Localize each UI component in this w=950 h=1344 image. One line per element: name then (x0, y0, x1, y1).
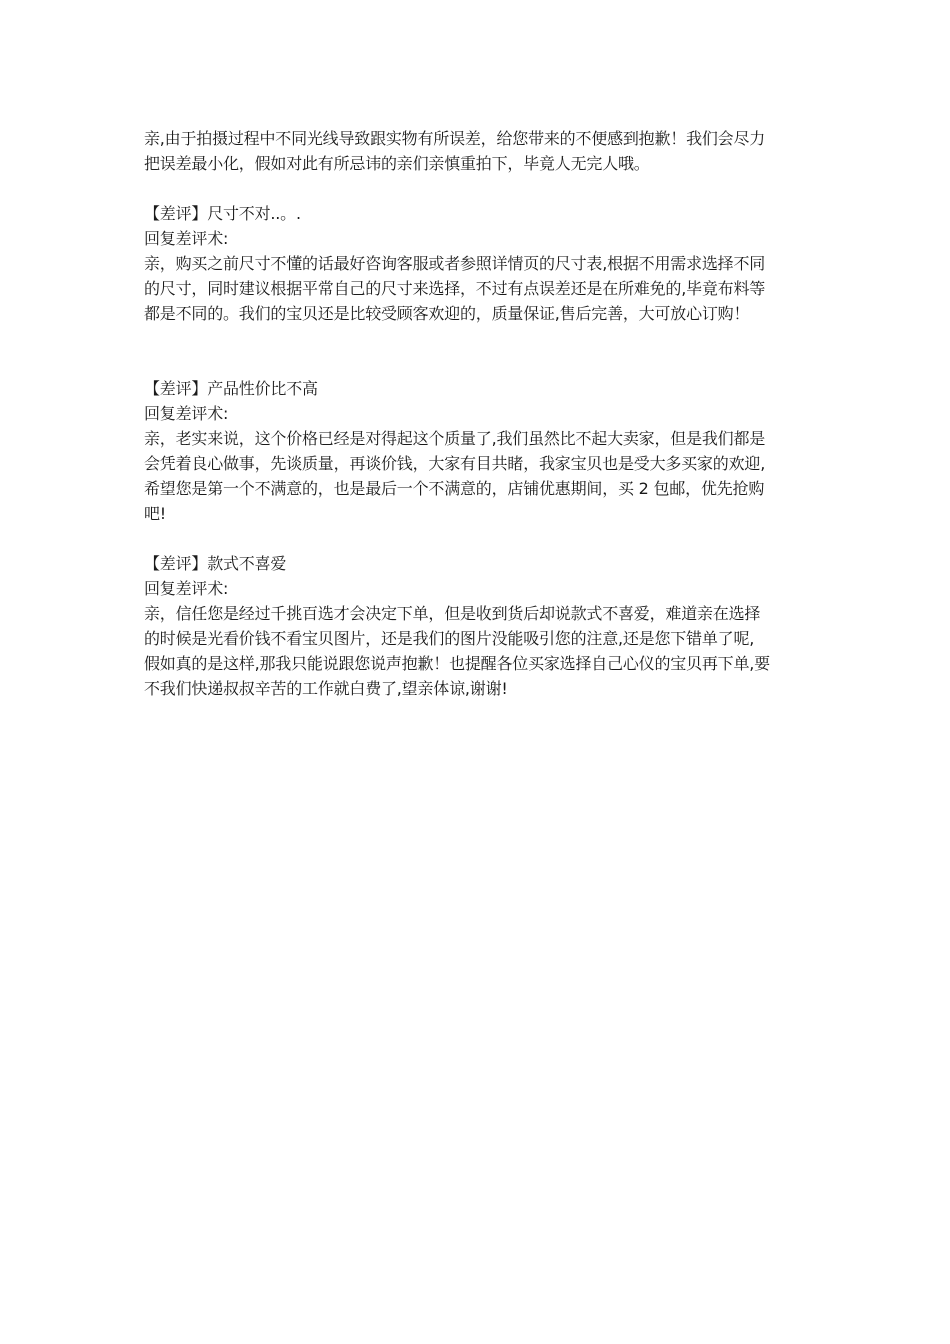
reply-label: 回复差评术: (144, 404, 229, 423)
text-line: 会凭着良心做事，先谈质量，再谈价钱，大家有目共睹，我家宝贝也是受大多买家的欢迎, (144, 454, 766, 473)
section-heading: 【差评】产品性价比不高 (144, 379, 318, 398)
text-line: 希望您是第一个不满意的，也是最后一个不满意的，店铺优惠期间，买 2 包邮，优先抢购 (144, 479, 765, 498)
text-line: 亲，购买之前尺寸不懂的话最好咨询客服或者参照详情页的尺寸表,根据不用需求选择不同 (144, 254, 766, 273)
text-line: 把误差最小化，假如对此有所忌讳的亲们亲慎重拍下，毕竟人无完人哦。 (144, 154, 650, 173)
text-line: 的尺寸，同时建议根据平常自己的尺寸来选择，不过有点误差还是在所难免的,毕竟布料等 (144, 279, 766, 298)
text-line: 假如真的是这样,那我只能说跟您说声抱歉！也提醒各位买家选择自己心仪的宝贝再下单,要 (144, 654, 770, 673)
review-section-style (144, 551, 808, 701)
review-section-value (144, 376, 808, 526)
text-line: 不我们快递叔叔辛苦的工作就白费了,望亲体谅,谢谢! (144, 679, 508, 698)
section-heading: 【差评】尺寸不对..。. (144, 204, 301, 223)
section-heading: 【差评】款式不喜爱 (144, 554, 287, 573)
text-line: 都是不同的。我们的宝贝还是比较受顾客欢迎的，质量保证,售后完善，大可放心订购！ (144, 304, 750, 323)
text-line: 亲，老实来说，这个价格已经是对得起这个质量了,我们虽然比不起大卖家，但是我们都是 (144, 429, 766, 448)
text-line: 的时候是光看价钱不看宝贝图片，还是我们的图片没能吸引您的注意,还是您下错单了呢, (144, 629, 755, 648)
document-body (144, 126, 808, 701)
text-line: 吧! (144, 504, 167, 523)
reply-label: 回复差评术: (144, 579, 229, 598)
reply-label: 回复差评术: (144, 229, 229, 248)
review-section-size (144, 201, 808, 326)
text-line: 亲，信任您是经过千挑百选才会决定下单，但是收到货后却说款式不喜爱，难道亲在选择 (144, 604, 761, 623)
text-line: 亲,由于拍摄过程中不同光线导致跟实物有所误差，给您带来的不便感到抱歉！我们会尽力 (144, 129, 766, 148)
intro-paragraph (144, 126, 808, 176)
